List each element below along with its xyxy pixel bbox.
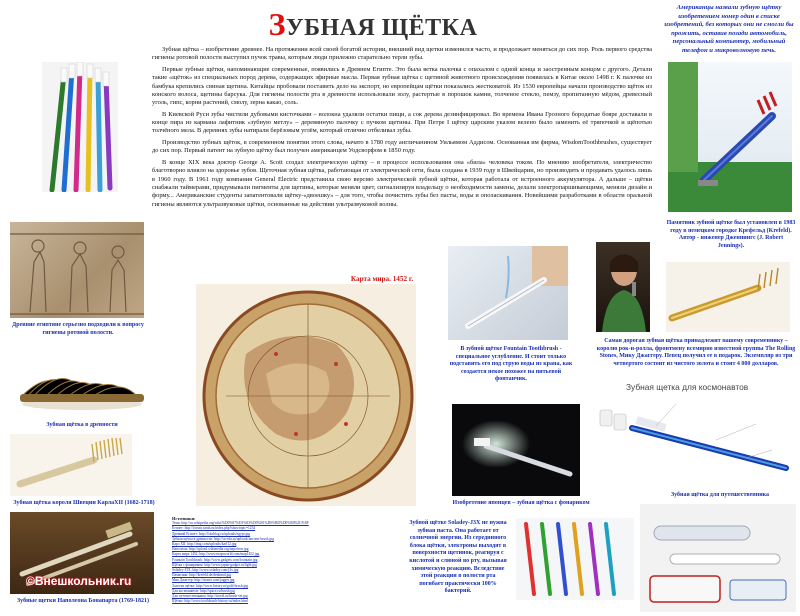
- paragraph: В Киевской Руси зубы чистили дубовыми кисточками – волокна удаляли остатки пищи, а сок дерева дезинфицировал. Во времена Ивана Грозного бородатые бояре доставали в конце пира из кармана лафитник «зубную метлу» – деревянную палочку с пучком щетины. При Петре I щётку царским указом велено было заменить её тряпочкой и щёпотью толчёного мела. В деревнях зубы натирали берёзовым углём, который отлично отбеливал зубы.: [152, 110, 652, 135]
- reference-link[interactable]: Карл XII: http://img.com/uploads/karl12.jpg: [172, 542, 237, 547]
- reference-link[interactable]: Soladey-J3X: http://www.soladey.com/j3x.jpg: [172, 568, 239, 573]
- world-map-1452-image: [196, 284, 416, 506]
- page-title: [268, 6, 478, 43]
- toothbrushes-photo: [42, 62, 118, 192]
- reference-link[interactable]: Египет: http://forum.sarah.ru/index.php?showtopic=1234: [172, 526, 256, 531]
- paragraph: В конце XIX века доктор George A. Scott создал электрическую щётку – в процессе использования она «била» человека током. По мнению изобретателя, электричество благотворно влияло на здоровье зубов. Щеточная зубная щётка, работающая от электрической сети, была создана в 1939 году в Швейцарии, но производить и продавать удалось лишь в 1960 году. В 1961 году компания General Electric представила свою версию электрической зубной щётки, которая работала от встроенного аккумулятора. А дальше – щётки снабжали таймерами, придумывали пигменты для щетины, которые меняли цвет, сигнализируя владельцу о необходимости замены, делали электропаршивающими, меняли дизайн и форму... Американские студенты запатентовали щётку-«двоешку» – для того, чтобы почистить зубы без пасты, воды и ополаскивания. Новейшими разработками в области оральной гигиены являются ультразвуковые щётки, основанные на действии ультразвуковой волны.: [152, 159, 652, 208]
- caption-ancient: Зубная щётка в древности: [46, 422, 118, 428]
- title-rest: УБНАЯ ЩЁТКА: [285, 15, 478, 41]
- references-title: Источники:: [172, 516, 196, 521]
- monument-photo: [668, 62, 792, 212]
- caption-monument: Памятник зубной щётке был установлен в 1983 году в немецком городке Крефельд (Krefeld). Автор - инженер Дженнингс (J. Robert Jennings).: [666, 220, 796, 249]
- caption-light: Изобретение японцев – зубная щётка с фонариком: [452, 500, 590, 506]
- ancient-brush-image: [12, 356, 152, 416]
- caption-fountain: В зубной щётке Fountain Toothbrush - специальное углубление. И стоит только подставить его под струю воды из крана, как создается некое похожее на питьевой фонтанчик.: [449, 346, 573, 383]
- reference-link[interactable]: Памятник: http://krefeld.de/denkmal.jpg: [172, 573, 232, 578]
- reference-link[interactable]: Золотая щётка: http://www.luxury.ru/gold-brush.jpg: [172, 583, 249, 588]
- reference-link[interactable]: Fountain Toothbrush: http://www.gadgets.com/fountain.jpg: [172, 557, 258, 562]
- travel-kit-image: [640, 504, 796, 612]
- cosmonaut-brush-diagram: [596, 380, 796, 486]
- title-first-letter: З: [268, 6, 286, 42]
- solar-toothbrush-image: [516, 518, 634, 600]
- paragraph: Первые зубные щётки, напоминающие современные, появились в Древнем Египте. Это была ветка палочка с опахалом с одной конца и заостренным концом с другого. Детали такие «щёток» из специальных пород дерева, содержащих эфирные масла. Первая зубная щётка с щетиной животного происхождения появилась в Китае около 1498 г. К палочке из бамбука крепились свиная щетина. Китайцы пробовали поставить дело на экспорт, но европейцам щётки показались жестковатой. Из 1530 европейцы начали производство щёток из конского волоса, щетины барсука. Для гигиены полости рта в древности использовали золу, растертые в порошок камни, толченое стекло, пемзу, пропитанную мёдом, древесный уголь, гипс, корни растений, смолу, зерна какао, соль.: [152, 65, 652, 107]
- reference-link[interactable]: Для путешественника: http://travel.ru/brush-set.jpg: [172, 594, 248, 599]
- karl-brush-image: [10, 434, 132, 496]
- caption-map: Карта мира. 1452 г.: [350, 275, 414, 283]
- caption-travel: Зубная щётка для путешественника: [670, 492, 770, 498]
- cosmonaut-title: Зубная щетка для космонавтов: [626, 382, 749, 392]
- caption-napoleon: Зубные щетки Наполеона Бонапарта (1769-1821): [16, 598, 149, 604]
- egypt-relief-image: [10, 222, 144, 318]
- site-logo: ©Внешкольник.ru: [26, 574, 132, 588]
- caption-solar: Зубной щётке Soladey-J3X не нужна зубная паста. Она работает от солнечной энергии. Из серединного блока щётки, электроны выходят в поверхности щетинок, реагируя с кислотой и слюной во рту, вызывая химическую реакцию. Вследствие этой реакции в полости рта погибает практически 100% бактерий.: [409, 520, 507, 595]
- gold-toothbrush-image: [666, 262, 790, 332]
- caption-karl: Зубная щётка короля Швеции КарлаXII (1682-1718): [13, 500, 155, 506]
- reference-link[interactable]: Зубная щётка в древности: http://sa-edu.ru/uploads/ancient-brush.jpg: [172, 536, 274, 541]
- reference-link[interactable]: Для космонавтов: http://space.ru/brush.jpg: [172, 588, 235, 593]
- paragraph: Зубная щётка – изобретение древнее. На протяжении всей своей богатой истории, внешний вид щетки изменился часто, и продолжает меняться до сих пор. Роль первого средства гигиены ротовой полости выступил пучок травы, которым люди прилежно старательно терли зубы.: [152, 46, 652, 62]
- jagger-photo: [596, 242, 650, 332]
- paragraph: Производство зубных щёток, в современном понятии этого слова, начато в 1780 году англичанином Уильямом Аддисом. Основанная им фирма, WisdomToothbrushes, существует до сих пор. Первый патент на зубную щётку был получен американцем Уодсворфом в 1850 году.: [152, 139, 652, 155]
- main-text: [152, 46, 652, 212]
- caption-egypt: Древние египтяне серьезно подходили к вопросу гигиены ротовой полости.: [12, 322, 144, 336]
- reference-link[interactable]: Тема: http://ru.wikipedia.org/wiki/%D0%97%D1%83%D0%B1%D0%BD%D0%B0%D1%8F: [172, 521, 309, 526]
- reference-link[interactable]: Щётка с фонариком: http://www.japan-gadget.ru/light.jpg: [172, 562, 257, 567]
- fountain-toothbrush-image: [448, 246, 568, 340]
- reference-link[interactable]: Наполеон: http://upload.wikimedia.org/napoleon.jpg: [172, 547, 249, 552]
- references: [172, 516, 402, 604]
- light-toothbrush-image: [452, 404, 580, 496]
- reference-link[interactable]: Карта мира 1452: http://www.mapsworld.com/map1452.jpg: [172, 552, 260, 557]
- reference-link[interactable]: Щётки: http://www.toothbrush-history.ru/index.html: [172, 599, 249, 604]
- quote-text: Американцы назвали зубную щётку изобретением номер один в списке изобретений, без которых они не смогли бы прожить, оставив позади автомобиль, персональный компьютер, мобильный телефон и микроволновую печь.: [664, 4, 794, 54]
- reference-link[interactable]: Древний Египет: http://fotoblog.ru/uploads/egypt.jpg: [172, 531, 251, 536]
- reference-link[interactable]: Мик Джаггер: http://stones.com/jagger.jpg: [172, 578, 235, 583]
- caption-jagger: Самая дорогая зубная щётка принадлежит нашему современнику – королю рок-н-ролла, фронтмену всемирно известной группы The Rolling Stones, Мику Джаггеру. Певец получил ее в подарок. Экземпляр из три четвертого состоит из чистого золота и стоит 4 000 долларов.: [596, 338, 796, 367]
